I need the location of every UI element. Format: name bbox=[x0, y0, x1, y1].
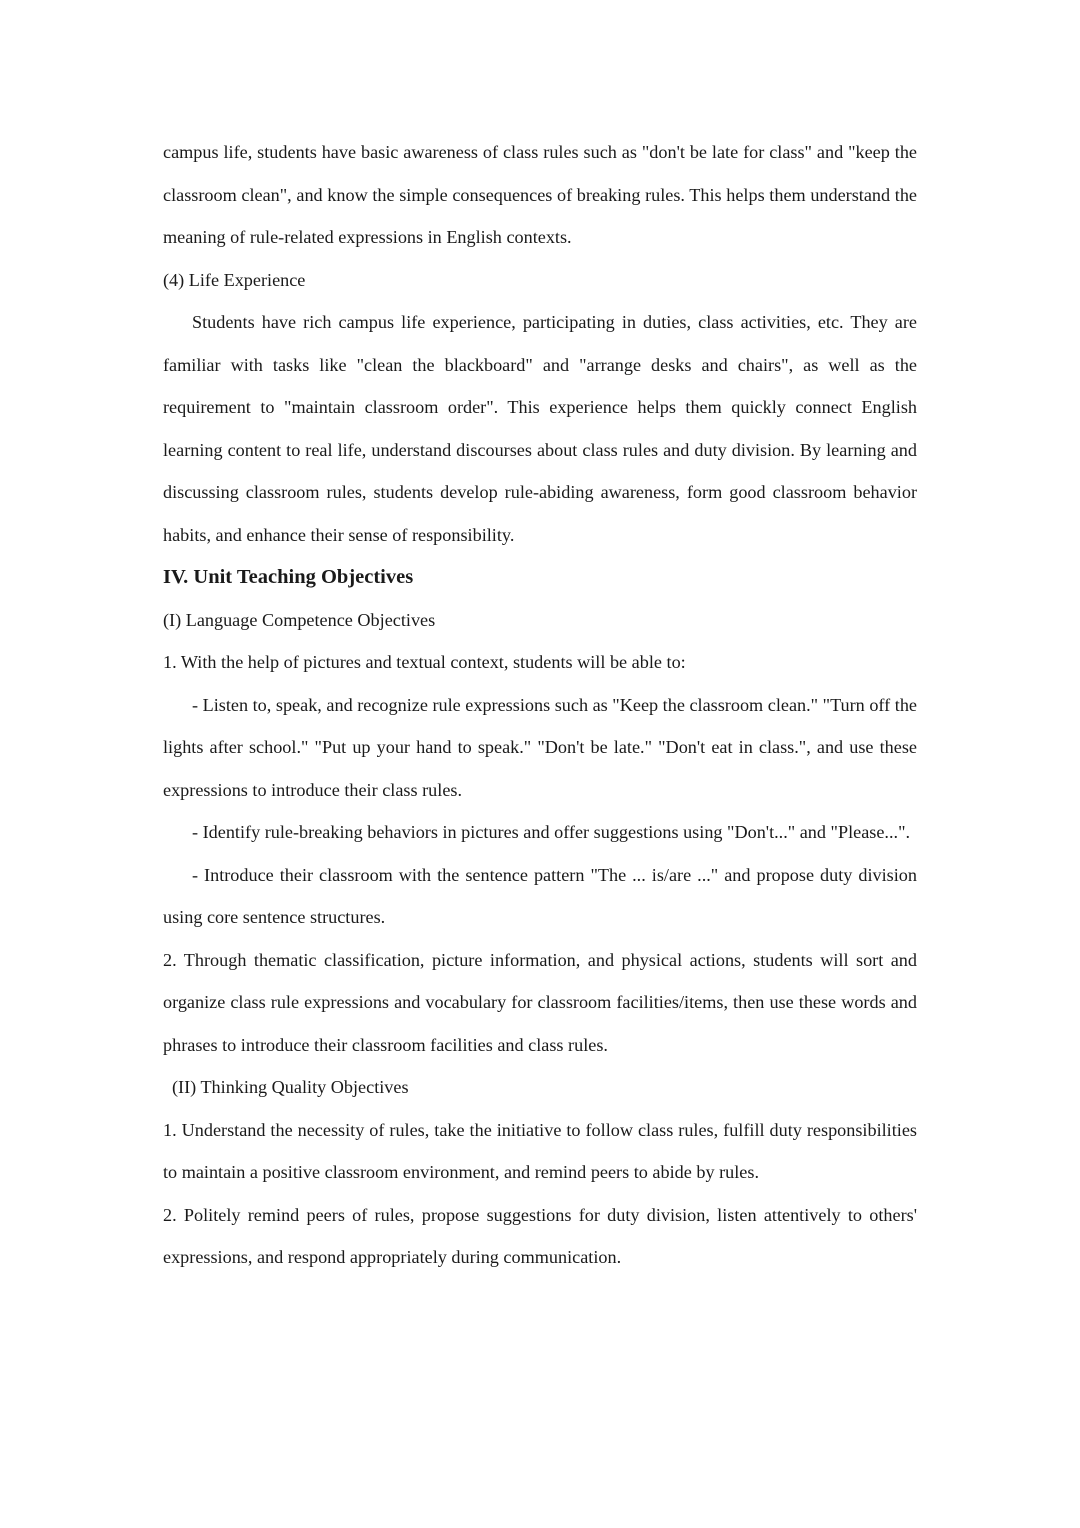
bullet-rule-expressions: - Listen to, speak, and recognize rule expressions such as "Keep the classroom clean." "Turn off the lights after school." "Put up your hand to speak." "Don't be late." "Don't eat in class.", and use these expressions to introduce their class rules. bbox=[163, 694, 917, 800]
subheading-life-experience: (4) Life Experience bbox=[163, 269, 306, 290]
list-item-2: 2. Through thematic classification, picture information, and physical actions, students will sort and organize class rule expressions and vocabulary for classroom facilities/items, then use these words and phrases to introduce their classroom facilities and class rules. bbox=[163, 949, 917, 1055]
subheading-thinking-quality: (II) Thinking Quality Objectives bbox=[172, 1077, 409, 1097]
bullet-rule-breaking: - Identify rule-breaking behaviors in pictures and offer suggestions using "Don't..." and "Please...". bbox=[192, 822, 911, 842]
paragraph-campus-life: campus life, students have basic awareness of class rules such as "don't be late for class" and "keep the classroom clean", and know the simple consequences of breaking rules. This helps them understand the meaning of rule-related expressions in English contexts. bbox=[163, 142, 917, 247]
list-item-1: 1. With the help of pictures and textual context, students will be able to: bbox=[163, 652, 686, 672]
bullet-introduce-classroom: - Introduce their classroom with the sentence pattern "The ... is/are ..." and propose duty division using core sentence structures. bbox=[163, 864, 917, 927]
document-page bbox=[163, 131, 917, 1279]
section-heading-unit-objectives: IV. Unit Teaching Objectives bbox=[163, 566, 414, 588]
thinking-item-2: 2. Politely remind peers of rules, propose suggestions for duty division, listen attentively to others' expressions, and respond appropriately during communication. bbox=[163, 1204, 917, 1267]
subheading-language-competence: (I) Language Competence Objectives bbox=[163, 609, 436, 630]
paragraph-life-experience: Students have rich campus life experience, participating in duties, class activities, etc. They are familiar with tasks like "clean the blackboard" and "arrange desks and chairs", as well as the requirement to "maintain classroom order". This experience helps them quickly connect English learning content to real life, understand discourses about class rules and duty division. By learning and discussing classroom rules, students develop rule-abiding awareness, form good classroom behavior habits, and enhance their sense of responsibility. bbox=[163, 312, 917, 545]
thinking-item-1: 1. Understand the necessity of rules, take the initiative to follow class rules, fulfill duty responsibilities to maintain a positive classroom environment, and remind peers to abide by rules. bbox=[163, 1119, 917, 1182]
